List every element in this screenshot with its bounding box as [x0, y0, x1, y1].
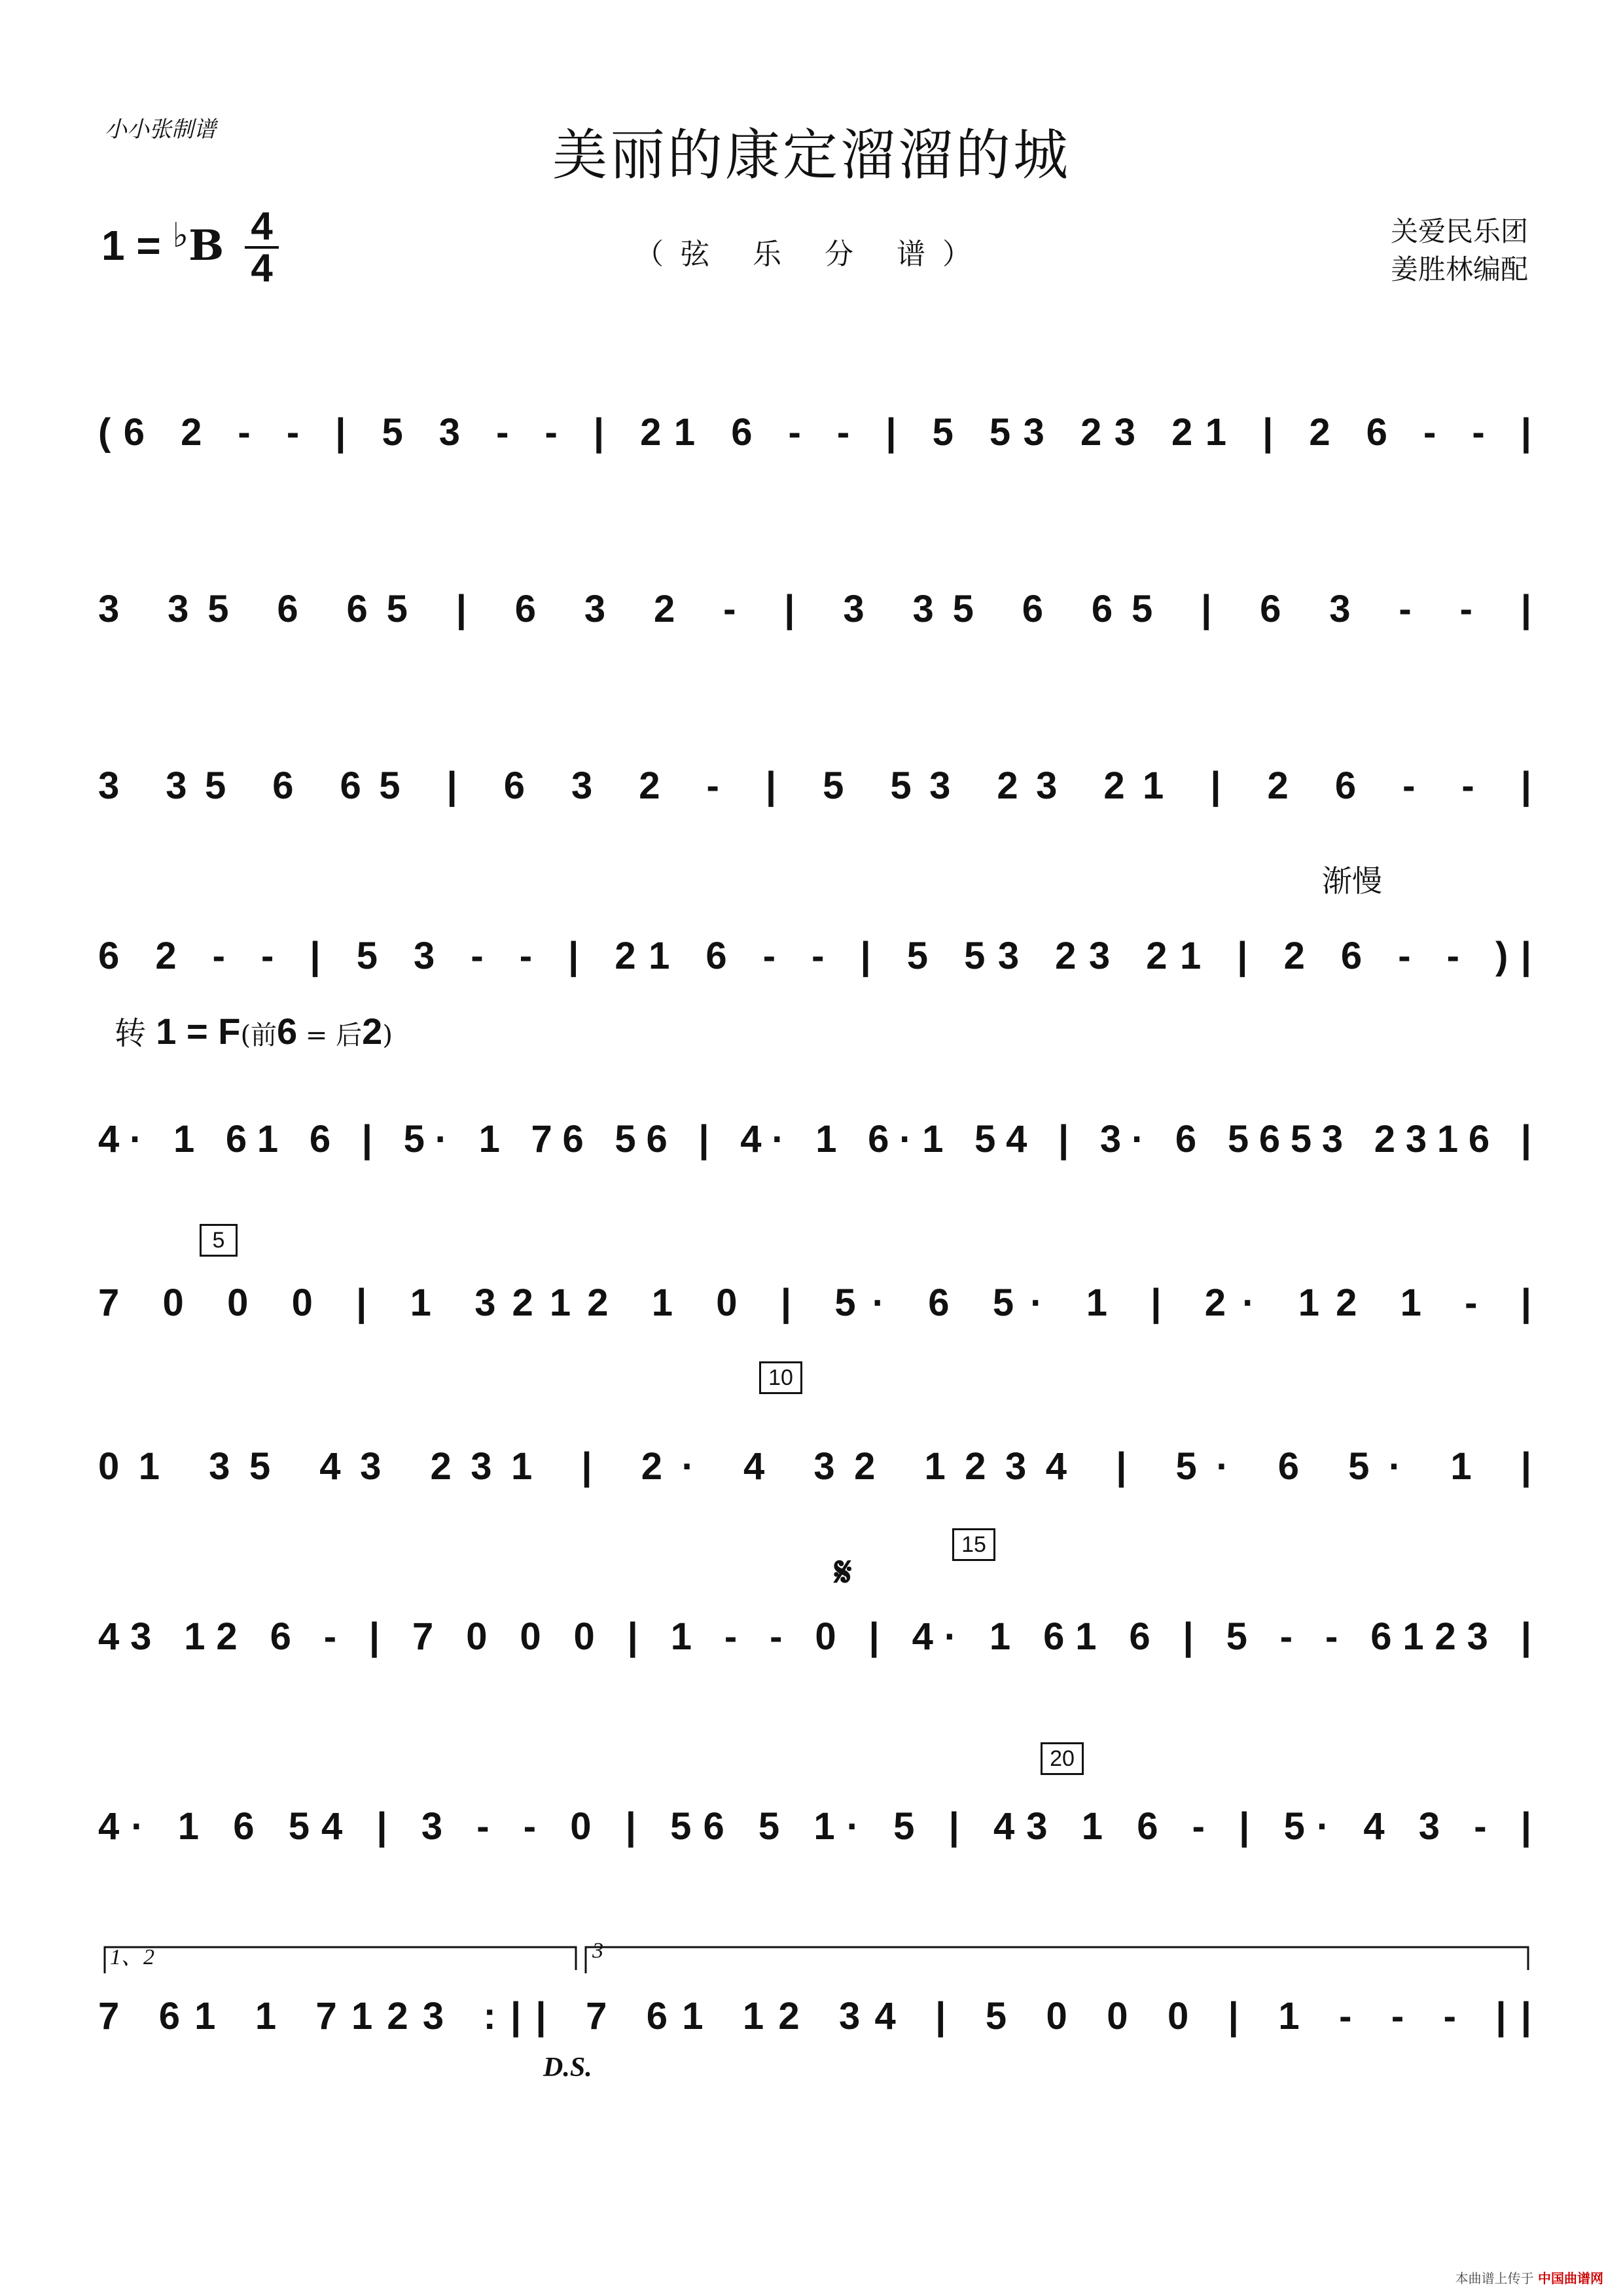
dal-segno-mark: D.S.: [543, 2053, 592, 2083]
modulation-front: 6: [277, 1011, 298, 1052]
modulation-paren: (前: [240, 1020, 277, 1050]
rehearsal-number-20: 20: [1041, 1742, 1084, 1775]
key-letter: B: [188, 221, 224, 270]
arranger-credit-top: 小小张制谱: [105, 117, 216, 143]
modulation-close: ): [382, 1020, 393, 1050]
time-signature-top: 4: [251, 204, 273, 248]
notation-row: 01 35 43 231 | 2· 4 32 1234 | 5· 6 5· 1 |: [98, 1445, 1532, 1488]
volta-bracket-2: [586, 1947, 1528, 1973]
notation-row: 7 0 0 0 | 1 3212 1 0 | 5· 6 5· 1 | 2· 12 1 - |: [98, 1282, 1532, 1324]
notation-row: 3 35 6 65 | 6 3 2 - | 3 35 6 65 | 6 3 - - |: [98, 588, 1532, 630]
notation-row: 4· 1 6 54 | 3 - - 0 | 56 5 1· 5 | 43 1 6 - | 5· 4 3 - |: [98, 1805, 1531, 1848]
volta-bracket-1: [105, 1947, 576, 1973]
flat-sign: ♭: [172, 217, 189, 255]
key-prefix: 1 =: [101, 222, 173, 269]
score-rows: [98, 411, 1531, 2037]
footer-credit: [1455, 2268, 1603, 2287]
page-title: 美丽的康定溜溜的城: [552, 123, 1071, 187]
notation-row: 3 35 6 65 | 6 3 2 - | 5 53 23 21 | 2 6 - - |: [98, 764, 1532, 807]
credit-ensemble: 关爱民乐团: [1390, 215, 1528, 247]
segno-sign: 𝄋: [834, 1548, 852, 1596]
notation-row: 7 61 1 7123 :|| 7 61 12 34 | 5 0 0 0 | 1 - - - ||: [98, 1995, 1531, 2037]
modulation-mark: [115, 1008, 393, 1053]
modulation-key: 1 = F: [156, 1011, 241, 1052]
notation-row: 43 12 6 - | 7 0 0 0 | 1 - - 0 | 4· 1 61 6 | 5 - - 6123 |: [98, 1615, 1532, 1658]
credit-arranger: 姜胜林编配: [1390, 253, 1528, 285]
subtitle: （弦 乐 分 谱）: [635, 238, 988, 271]
tempo-mark: 渐慢: [1322, 863, 1382, 899]
rehearsal-number-15: 15: [952, 1528, 995, 1561]
rehearsal-number-5: 5: [200, 1224, 238, 1257]
rehearsal-number-10: 10: [759, 1361, 802, 1394]
notation-row: (6 2 - - | 5 3 - - | 21 6 - - | 5 53 23 21 | 2 6 - - |: [98, 411, 1531, 454]
modulation-prefix: 转: [115, 1015, 156, 1052]
modulation-eq: = 后: [297, 1020, 363, 1050]
notation-row: 6 2 - - | 5 3 - - | 21 6 - - | 5 53 23 21 | 2 6 - - )|: [98, 935, 1531, 977]
volta-label-1: 1、2: [110, 1945, 154, 1969]
notation-row: 4· 1 61 6 | 5· 1 76 56 | 4· 1 6·1 54 | 3· 6 5653 2316 |: [98, 1118, 1532, 1160]
site-logo: 中国曲谱网: [1538, 2270, 1603, 2286]
volta-label-2: 3: [592, 1939, 603, 1963]
time-signature-bottom: 4: [251, 246, 273, 290]
footer-upload-note: 本曲谱上传于: [1455, 2270, 1534, 2286]
volta-brackets: [105, 1947, 1528, 1973]
modulation-back: 2: [362, 1011, 383, 1052]
